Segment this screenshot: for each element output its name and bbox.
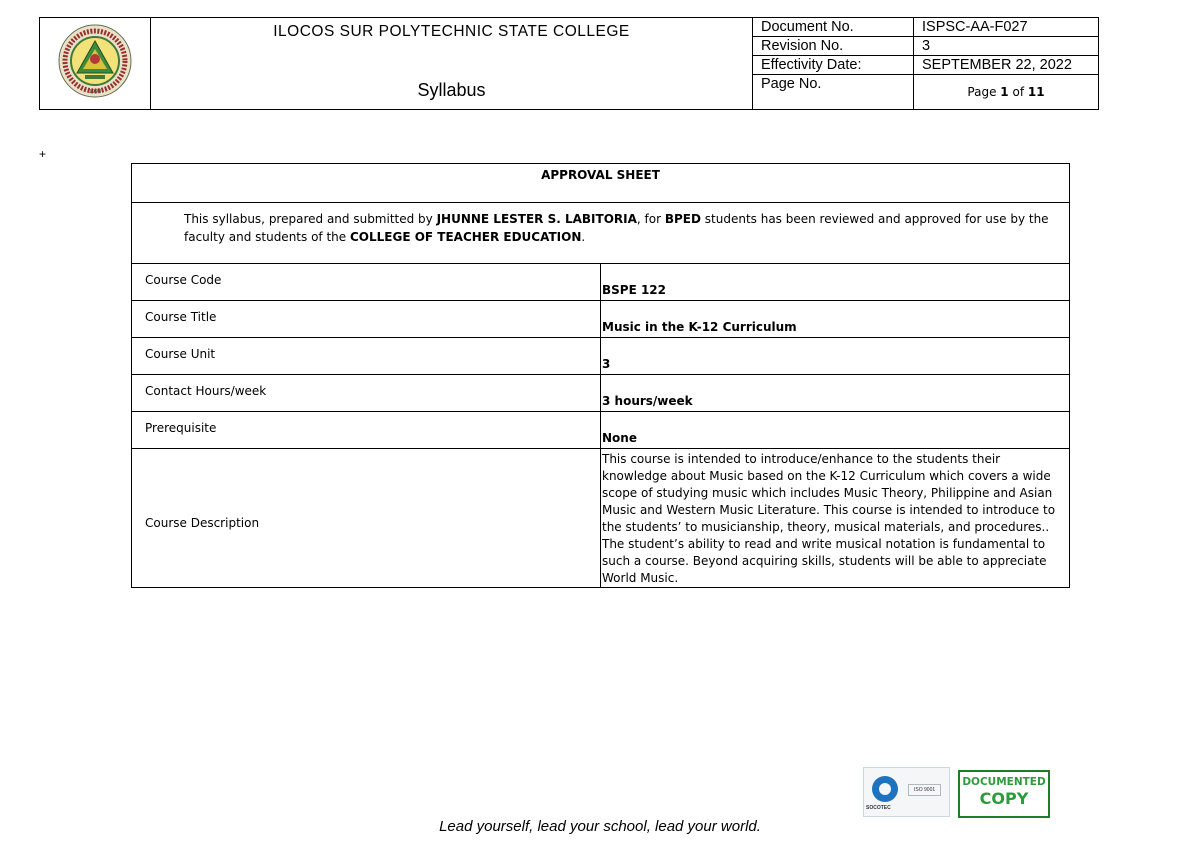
course-code-label: Course Code: [132, 264, 601, 301]
meta-label-page-no: Page No.: [753, 75, 914, 110]
plus-mark: +: [39, 147, 47, 161]
logo-cell: [40, 18, 151, 110]
statement-text-2: , for: [636, 212, 665, 226]
page-total: 11: [1027, 85, 1045, 99]
author-name: JHUNNE LESTER S. LABITORIA: [436, 212, 637, 226]
seal-year: 1998: [88, 89, 102, 95]
course-title-value: Music in the K-12 Curriculum: [601, 301, 1070, 338]
page-number: [914, 75, 1099, 110]
prerequisite-value: None: [601, 412, 1070, 449]
course-code-value: BSPE 122: [601, 264, 1070, 301]
meta-value-document-no: ISPSC-AA-F027: [914, 18, 1099, 37]
course-row: [132, 264, 1070, 301]
page-prefix: Page: [967, 85, 997, 99]
page-current: 1: [1000, 85, 1009, 99]
stamp-line-1: DOCUMENTED: [962, 776, 1046, 788]
college-department: COLLEGE OF TEACHER EDUCATION: [349, 230, 582, 244]
meta-label-revision-no: Revision No.: [753, 37, 914, 56]
footer-tagline: Lead yourself, lead your school, lead your world.: [439, 818, 761, 835]
course-title-label: Course Title: [132, 301, 601, 338]
course-description-text: This course is intended to introduce/enhance to the students their knowledge about Music based on the K-12 Curriculum which covers a wide scope of studying music which includes Music Theory, Philippine and Asian Music and Western Music Literature. This course is intended to introduce to the students’ to musicianship, theory, musical materials, and procedures.. The student’s ability to read and write musical notation is fundamental to such a course. Beyond acquiring skills, students will be able to appreciate World Music.: [602, 452, 1056, 585]
meta-value-effectivity-date: SEPTEMBER 22, 2022: [914, 56, 1099, 75]
course-description-row: [132, 449, 1070, 588]
statement-text-4: .: [581, 230, 586, 244]
socotec-logo-icon: [872, 776, 898, 802]
document-header: [39, 17, 1099, 110]
certification-badge: [863, 767, 950, 817]
course-description-label: Course Description: [132, 449, 601, 588]
stamp-line-2: COPY: [979, 789, 1029, 808]
contact-hours-value: 3 hours/week: [601, 375, 1070, 412]
documented-copy-stamp: [958, 770, 1050, 818]
course-row: [132, 338, 1070, 375]
course-row: [132, 301, 1070, 338]
approval-title: APPROVAL SHEET: [132, 164, 1070, 203]
title-cell: [151, 18, 753, 110]
statement-text-3: students has been reviewed and approved for use by the faculty and students of the: [184, 212, 1049, 244]
approval-sheet-table: [131, 163, 1070, 588]
college-seal-icon: [49, 23, 141, 99]
meta-label-effectivity-date: Effectivity Date:: [753, 56, 914, 75]
course-row: [132, 375, 1070, 412]
meta-value-revision-no: 3: [914, 37, 1099, 56]
statement-text-1: This syllabus, prepared and submitted by: [184, 212, 437, 226]
cert-iso: ISO 9001: [908, 784, 941, 796]
contact-hours-label: Contact Hours/week: [132, 375, 601, 412]
document-title: Syllabus: [417, 80, 486, 100]
course-row: [132, 412, 1070, 449]
meta-label-document-no: Document No.: [753, 18, 914, 37]
approval-statement: [132, 203, 1070, 264]
course-unit-label: Course Unit: [132, 338, 601, 375]
course-unit-value: 3: [601, 338, 1070, 375]
prerequisite-label: Prerequisite: [132, 412, 601, 449]
page-of: of: [1012, 85, 1025, 99]
program-name: BPED: [664, 212, 701, 226]
cert-name: SOCOTEC: [866, 805, 891, 811]
course-description-value: [601, 449, 1070, 588]
college-name: ILOCOS SUR POLYTECHNIC STATE COLLEGE: [273, 23, 630, 40]
